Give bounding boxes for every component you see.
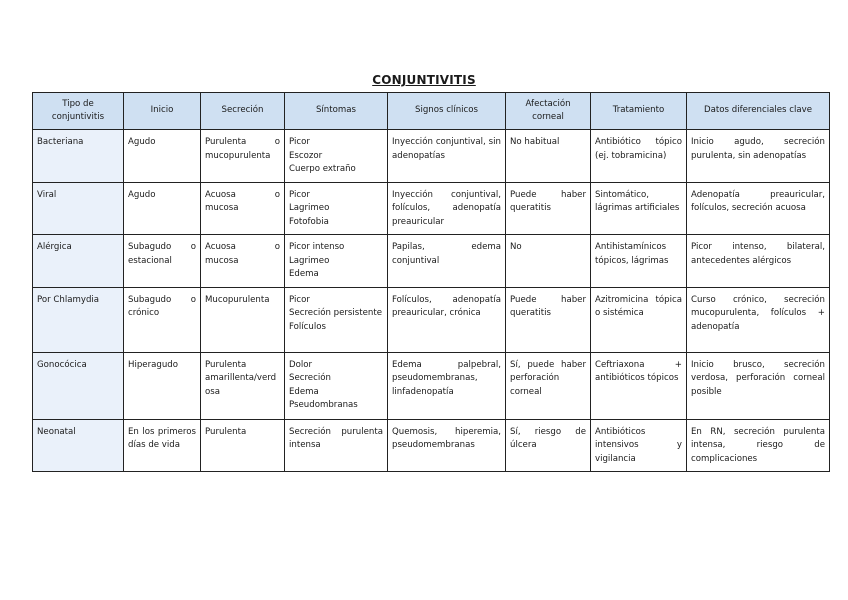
cell-tratamiento: Antibiótico tópico (ej. tobramicina) bbox=[591, 130, 687, 183]
cell-tipo: Neonatal bbox=[33, 419, 124, 472]
cell-tratamiento: Ceftriaxona + antibióticos tópicos bbox=[591, 352, 687, 419]
cell-inicio: Agudo bbox=[124, 182, 201, 235]
cell-datos: Inicio agudo, secreción purulenta, sin adenopatías bbox=[687, 130, 830, 183]
symptom-line: Secreción purulenta intensa bbox=[289, 426, 383, 450]
cell-signos: Edema palpebral, pseudomembranas, linfadenopatía bbox=[388, 352, 506, 419]
symptom-line: Secreción persistente bbox=[289, 308, 383, 318]
symptom-line: Edema bbox=[289, 386, 319, 397]
symptom-line: Lagrimeo bbox=[289, 255, 330, 266]
table-row bbox=[33, 287, 830, 352]
cell-datos: Adenopatía preauricular, folículos, secreción acuosa bbox=[687, 182, 830, 235]
cell-datos: Curso crónico, secreción mucopurulenta, folículos + adenopatía bbox=[687, 287, 830, 352]
cell-inicio: Subagudo o estacional bbox=[124, 235, 201, 288]
cell-sintomas bbox=[285, 419, 388, 472]
cell-datos: En RN, secreción purulenta intensa, riesgo de complicaciones bbox=[687, 419, 830, 472]
cell-signos: Folículos, adenopatía preauricular, crónica bbox=[388, 287, 506, 352]
symptom-line: Escozor bbox=[289, 150, 323, 161]
cell-secrecion: Purulenta bbox=[201, 419, 285, 472]
cell-sintomas bbox=[285, 287, 388, 352]
cell-tipo: Por Chlamydia bbox=[33, 287, 124, 352]
cell-afectacion: No bbox=[506, 235, 591, 288]
cell-tipo: Bacteriana bbox=[33, 130, 124, 183]
cell-afectacion: No habitual bbox=[506, 130, 591, 183]
cell-datos: Picor intenso, bilateral, antecedentes alérgicos bbox=[687, 235, 830, 288]
header-tratamiento: Tratamiento bbox=[591, 93, 687, 130]
cell-secrecion: Mucopurulenta bbox=[201, 287, 285, 352]
symptom-line: Picor bbox=[289, 189, 310, 200]
cell-tratamiento: Antihistamínicos tópicos, lágrimas bbox=[591, 235, 687, 288]
cell-secrecion: Acuosa o mucosa bbox=[201, 235, 285, 288]
cell-inicio: Agudo bbox=[124, 130, 201, 183]
header-datos: Datos diferenciales clave bbox=[687, 93, 830, 130]
symptom-line: Picor intenso bbox=[289, 242, 345, 252]
cell-sintomas bbox=[285, 235, 388, 288]
header-tipo: Tipo de conjuntivitis bbox=[33, 93, 124, 130]
cell-tratamiento: Sintomático, lágrimas artificiales bbox=[591, 182, 687, 235]
cell-tipo: Alérgica bbox=[33, 235, 124, 288]
cell-afectacion: Puede haber queratitis bbox=[506, 182, 591, 235]
symptom-line: Picor bbox=[289, 294, 310, 305]
symptom-line: Secreción bbox=[289, 373, 331, 383]
symptom-line: Lagrimeo bbox=[289, 203, 330, 213]
symptom-line: Picor bbox=[289, 137, 310, 147]
symptom-line: Dolor bbox=[289, 359, 313, 370]
cell-signos: Quemosis, hiperemia, pseudomembranas bbox=[388, 419, 506, 472]
table-row bbox=[33, 182, 830, 235]
cell-tratamiento: Antibióticos intensivos y vigilancia bbox=[591, 419, 687, 472]
cell-signos: Papilas, edema conjuntival bbox=[388, 235, 506, 288]
table-header-row bbox=[33, 93, 830, 130]
cell-inicio: En los primeros días de vida bbox=[124, 419, 201, 472]
symptom-line: Pseudombranas bbox=[289, 400, 358, 410]
cell-tipo: Viral bbox=[33, 182, 124, 235]
cell-afectacion: Sí, riesgo de úlcera bbox=[506, 419, 591, 472]
table-row bbox=[33, 352, 830, 419]
cell-sintomas bbox=[285, 130, 388, 183]
document-title: CONJUNTIVITIS bbox=[372, 73, 476, 87]
cell-signos: Inyección conjuntival, sin adenopatías bbox=[388, 130, 506, 183]
cell-inicio: Hiperagudo bbox=[124, 352, 201, 419]
cell-afectacion: Puede haber queratitis bbox=[506, 287, 591, 352]
cell-secrecion: Purulenta o mucopurulenta bbox=[201, 130, 285, 183]
table-row bbox=[33, 419, 830, 472]
cell-sintomas bbox=[285, 352, 388, 419]
table-row bbox=[33, 235, 830, 288]
cell-signos: Inyección conjuntival, folículos, adenopatía preauricular bbox=[388, 182, 506, 235]
cell-inicio: Subagudo o crónico bbox=[124, 287, 201, 352]
symptom-line: Cuerpo extraño bbox=[289, 164, 356, 174]
cell-secrecion: Acuosa o mucosa bbox=[201, 182, 285, 235]
cell-afectacion: Sí, puede haber perforación corneal bbox=[506, 352, 591, 419]
cell-datos: Inicio brusco, secreción verdosa, perforación corneal posible bbox=[687, 352, 830, 419]
header-signos: Signos clínicos bbox=[388, 93, 506, 130]
cell-secrecion: Purulenta amarillenta/verdosa bbox=[201, 352, 285, 419]
conjunctivitis-table bbox=[32, 92, 830, 472]
cell-tratamiento: Azitromicina tópica o sistémica bbox=[591, 287, 687, 352]
symptom-line: Edema bbox=[289, 269, 319, 279]
cell-sintomas bbox=[285, 182, 388, 235]
symptom-line: Fotofobia bbox=[289, 216, 329, 227]
header-secrecion: Secreción bbox=[201, 93, 285, 130]
cell-tipo: Gonocócica bbox=[33, 352, 124, 419]
header-inicio: Inicio bbox=[124, 93, 201, 130]
header-sintomas: Síntomas bbox=[285, 93, 388, 130]
header-afectacion: Afectación corneal bbox=[506, 93, 591, 130]
table-row bbox=[33, 130, 830, 183]
symptom-line: Folículos bbox=[289, 321, 326, 332]
